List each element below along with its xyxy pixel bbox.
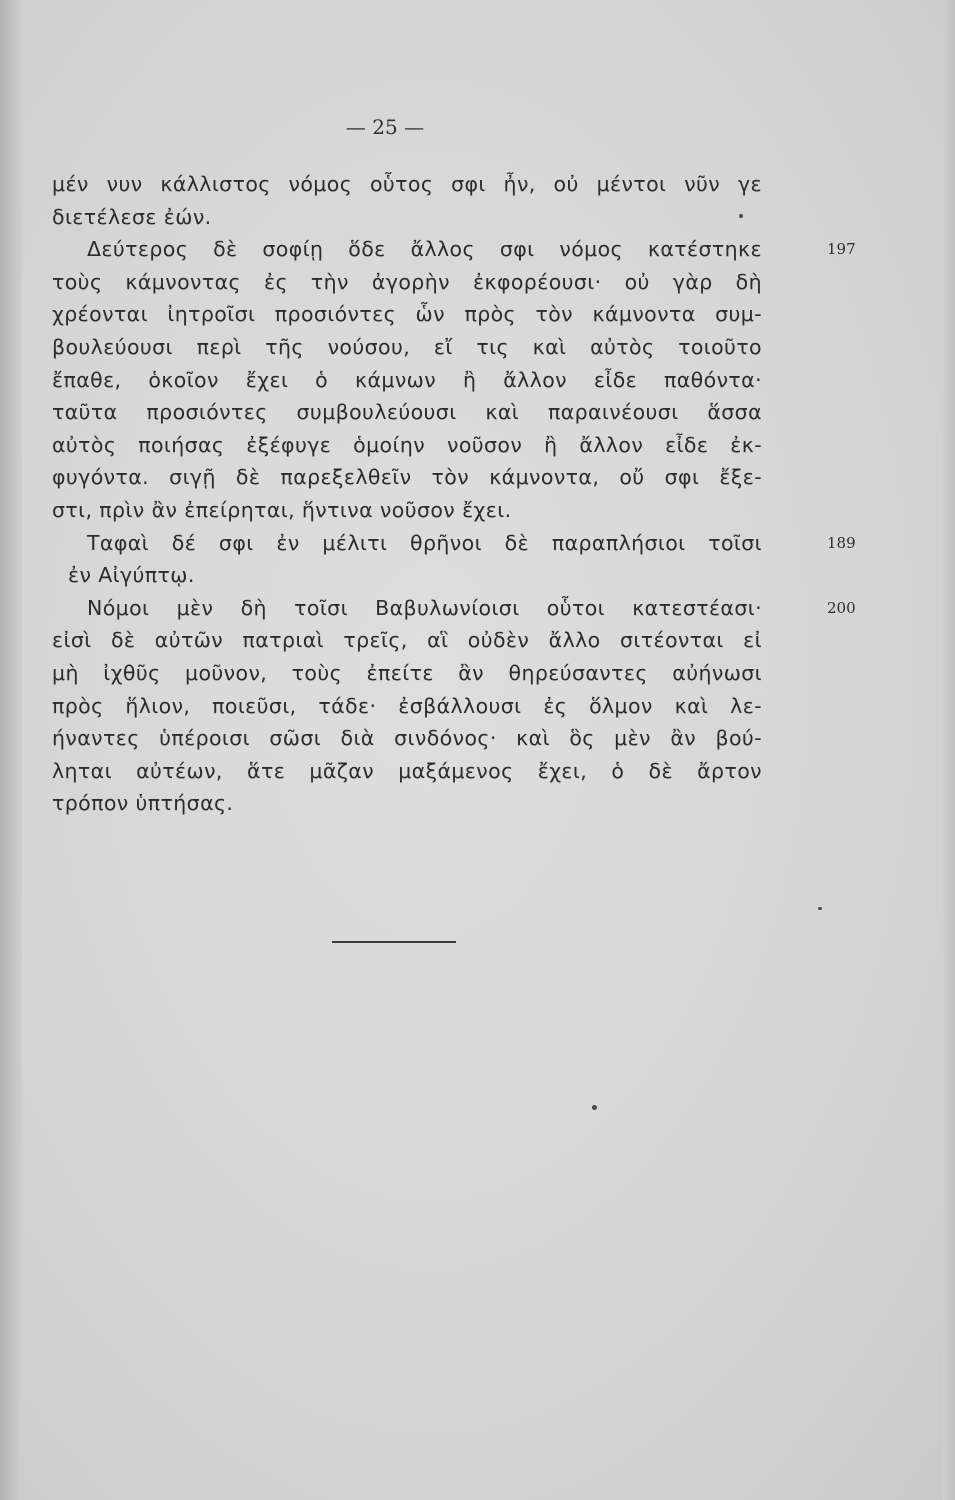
line-text: αὐτὸς ποιήσας ἐξέφυγε ὁμοίην νοῦσον ἢ ἄλλον εἶδε ἐκ- xyxy=(52,432,762,457)
line-text: μὴ ἰχθῦς μοῦνον, τοὺς ἐπείτε ἂν θηρεύσαντες αὐήνωσι xyxy=(52,660,762,685)
page-number: — 25 — xyxy=(345,115,425,139)
text-line xyxy=(52,461,762,494)
line-text: τρόπον ὑπτήσας. xyxy=(52,791,234,816)
page-binding-shadow xyxy=(0,0,22,1500)
margin-section-number: 197 xyxy=(827,240,856,259)
text-line xyxy=(52,787,762,820)
text-line xyxy=(52,690,762,723)
line-text: ήναντες ὑπέροισι σῶσι διὰ σινδόνος· καὶ ὃς μὲν ἂν βού- xyxy=(52,726,762,751)
line-text: στι, πρὶν ἂν ἐπείρηται, ἥντινα νοῦσον ἔχει. xyxy=(52,497,512,522)
line-text: ταῦτα προσιόντες συμβουλεύουσι καὶ παραινέουσι ἅσσα xyxy=(52,400,762,425)
ink-speck xyxy=(818,907,822,910)
line-text: ἐν Αἰγύπτῳ. xyxy=(68,563,195,588)
text-line xyxy=(52,201,762,234)
text-line xyxy=(52,233,856,266)
line-text: Νόμοι μὲν δὴ τοῖσι Βαβυλωνίοισι οὗτοι κατεστέασι· xyxy=(87,595,762,620)
text-line xyxy=(52,755,762,788)
section-end-rule xyxy=(332,941,456,943)
text-line xyxy=(52,494,762,527)
text-line xyxy=(52,331,762,364)
text-line xyxy=(52,657,762,690)
page-edge-shadow xyxy=(943,0,955,1500)
line-text: Δεύτερος δὲ σοφίῃ ὅδε ἄλλος σφι νόμος κατέστηκε xyxy=(87,237,762,262)
line-text: ἔπαθε, ὁκοῖον ἔχει ὁ κάμνων ἢ ἄλλον εἶδε παθόντα· xyxy=(52,367,762,392)
text-line xyxy=(52,559,762,592)
text-line xyxy=(52,298,762,331)
text-line xyxy=(52,168,762,201)
text-line xyxy=(52,722,762,755)
text-line xyxy=(52,527,856,560)
line-text: Ταφαὶ δέ σφι ἐν μέλιτι θρῆνοι δὲ παραπλήσιοι τοῖσι xyxy=(87,530,762,555)
line-text: φυγόντα. σιγῇ δὲ παρεξελθεῖν τὸν κάμνοντα, οὔ σφι ἔξε- xyxy=(52,465,762,490)
text-block xyxy=(52,168,856,820)
ink-speck xyxy=(592,1105,597,1110)
text-line xyxy=(52,266,762,299)
line-text: ληται αὐτέων, ἅτε μᾶζαν μαξάμενος ἔχει, ὁ δὲ ἄρτον xyxy=(52,758,762,783)
line-text: μέν νυν κάλλιστος νόμος οὗτος σφι ἦν, οὐ μέντοι νῦν γε xyxy=(52,172,762,196)
text-line xyxy=(52,429,762,462)
text-line xyxy=(52,396,762,429)
line-text: βουλεύουσι περὶ τῆς νούσου, εἴ τις καὶ αὐτὸς τοιοῦτο xyxy=(52,334,762,359)
ink-speck xyxy=(739,214,743,218)
text-line xyxy=(52,624,762,657)
text-line xyxy=(52,592,856,625)
text-line xyxy=(52,364,762,397)
line-text: διετέλεσε ἐών. xyxy=(52,204,212,229)
margin-section-number: 200 xyxy=(827,598,856,617)
line-text: χρέονται ἰητροῖσι προσιόντες ὧν πρὸς τὸν κάμνοντα συμ- xyxy=(52,302,762,327)
line-text: τοὺς κάμνοντας ἐς τὴν ἀγορὴν ἐκφορέουσι· οὐ γὰρ δὴ xyxy=(52,269,762,294)
line-text: πρὸς ἥλιον, ποιεῦσι, τάδε· ἐσβάλλουσι ἐς ὅλμον καὶ λε- xyxy=(52,693,762,718)
line-text: εἰσὶ δὲ αὐτῶν πατριαὶ τρεῖς, αἳ οὐδὲν ἄλλο σιτέονται εἰ xyxy=(52,628,762,653)
margin-section-number: 189 xyxy=(827,533,856,552)
